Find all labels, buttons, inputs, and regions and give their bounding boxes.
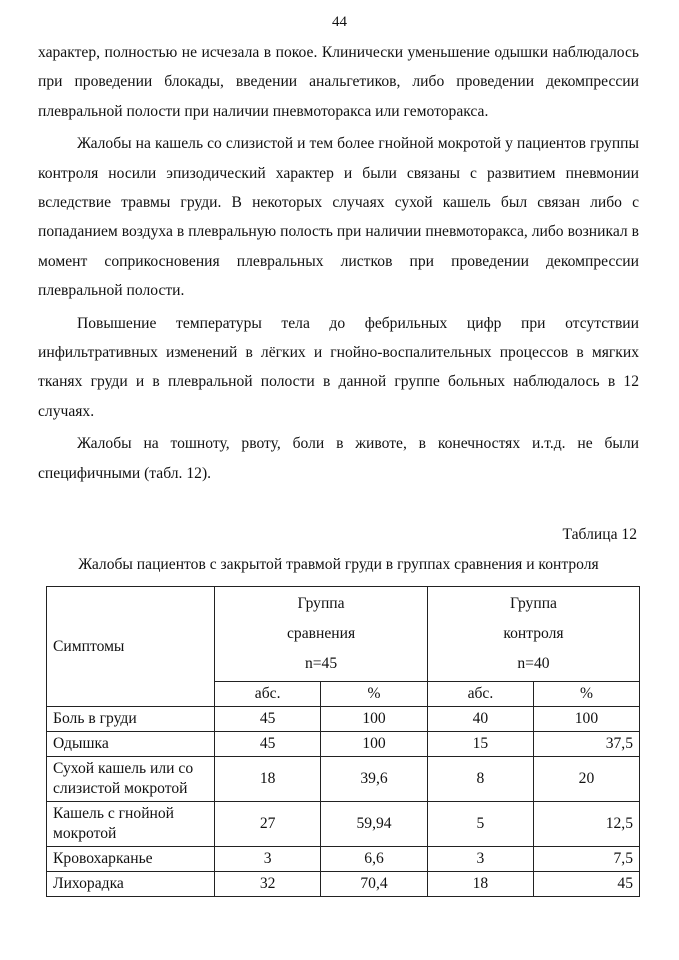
table-row <box>47 802 640 847</box>
value-cell: 40 <box>427 707 533 732</box>
symptom-cell: Кашель с гнойной мокротой <box>47 802 215 847</box>
table-header-row <box>47 587 640 682</box>
group-header-line: n=45 <box>304 655 338 672</box>
value-cell: 7,5 <box>533 847 639 872</box>
group-header-line: контроля <box>503 625 564 642</box>
value-cell: 8 <box>427 757 533 802</box>
group-header-comparison <box>215 587 428 682</box>
paragraph: Жалобы на кашель со слизистой и тем более гнойной мокротой у пациентов группы контроля носили эпизодический характер и были связаны с развитием пневмонии вследствие травмы груди. В некоторых случаях сухой кашель был связан либо с попаданием воздуха в плевральную полость при наличии пневмоторакса, либо возникал в момент соприкосновения плевральных листков при проведении декомпрессии плевральной полости. <box>38 135 639 300</box>
value-cell: 39,6 <box>321 757 428 802</box>
group-header-control <box>427 587 639 682</box>
symptom-cell: Сухой кашель или со слизистой мокротой <box>47 757 215 802</box>
value-cell: 45 <box>215 707 321 732</box>
group-header-line: Группа <box>509 595 557 612</box>
value-cell: 20 <box>533 757 639 802</box>
paragraph: Повышение температуры тела до фебрильных цифр при отсутствии инфильтративных изменений в лёгких и гнойно-воспалительных процессов в мягких тканях груди и в плевральной полости в данной группе больных наблюдалось в 12 случаях. <box>38 314 639 420</box>
value-cell: 18 <box>427 872 533 897</box>
symptom-cell: Одышка <box>47 732 215 757</box>
value-cell: 12,5 <box>533 802 639 847</box>
subheader-cell: % <box>321 682 428 707</box>
table-row <box>47 707 640 732</box>
table-row <box>47 732 640 757</box>
value-cell: 5 <box>427 802 533 847</box>
symptom-cell: Кровохарканье <box>47 847 215 872</box>
table-row <box>47 757 640 802</box>
value-cell: 59,94 <box>321 802 428 847</box>
value-cell: 32 <box>215 872 321 897</box>
table-row <box>47 872 640 897</box>
value-cell: 100 <box>533 707 639 732</box>
complaints-table <box>46 586 640 897</box>
table-row <box>47 847 640 872</box>
table-caption: Жалобы пациентов с закрытой травмой груди в группах сравнения и контроля <box>78 556 599 573</box>
value-cell: 45 <box>533 872 639 897</box>
value-cell: 100 <box>321 707 428 732</box>
group-header-line: n=40 <box>517 655 550 672</box>
value-cell: 100 <box>321 732 428 757</box>
value-cell: 15 <box>427 732 533 757</box>
table-label: Таблица 12 <box>562 526 637 543</box>
value-cell: 27 <box>215 802 321 847</box>
paragraph: Жалобы на тошноту, рвоту, боли в животе, в конечностях и.т.д. не были специфичными (табл. 12). <box>38 435 639 482</box>
subheader-cell: % <box>533 682 639 707</box>
value-cell: 3 <box>427 847 533 872</box>
group-header-line: сравнения <box>286 625 356 642</box>
symptom-cell: Лихорадка <box>47 872 215 897</box>
value-cell: 37,5 <box>533 732 639 757</box>
value-cell: 6,6 <box>321 847 428 872</box>
value-cell: 45 <box>215 732 321 757</box>
subheader-cell: абс. <box>427 682 533 707</box>
symptom-header: Симптомы <box>47 587 215 707</box>
subheader-cell: абс. <box>215 682 321 707</box>
paragraph: характер, полностью не исчезала в покое. Клинически уменьшение одышки наблюдалось при проведении блокады, введении анальгетиков, либо проведении декомпрессии плевральной полости при наличии пневмоторакса или гемоторакса. <box>38 44 639 120</box>
value-cell: 70,4 <box>321 872 428 897</box>
group-header-line: Группа <box>297 595 345 612</box>
page-number: 44 <box>332 14 347 30</box>
symptom-cell: Боль в груди <box>47 707 215 732</box>
body-text <box>38 38 639 491</box>
value-cell: 18 <box>215 757 321 802</box>
value-cell: 3 <box>215 847 321 872</box>
